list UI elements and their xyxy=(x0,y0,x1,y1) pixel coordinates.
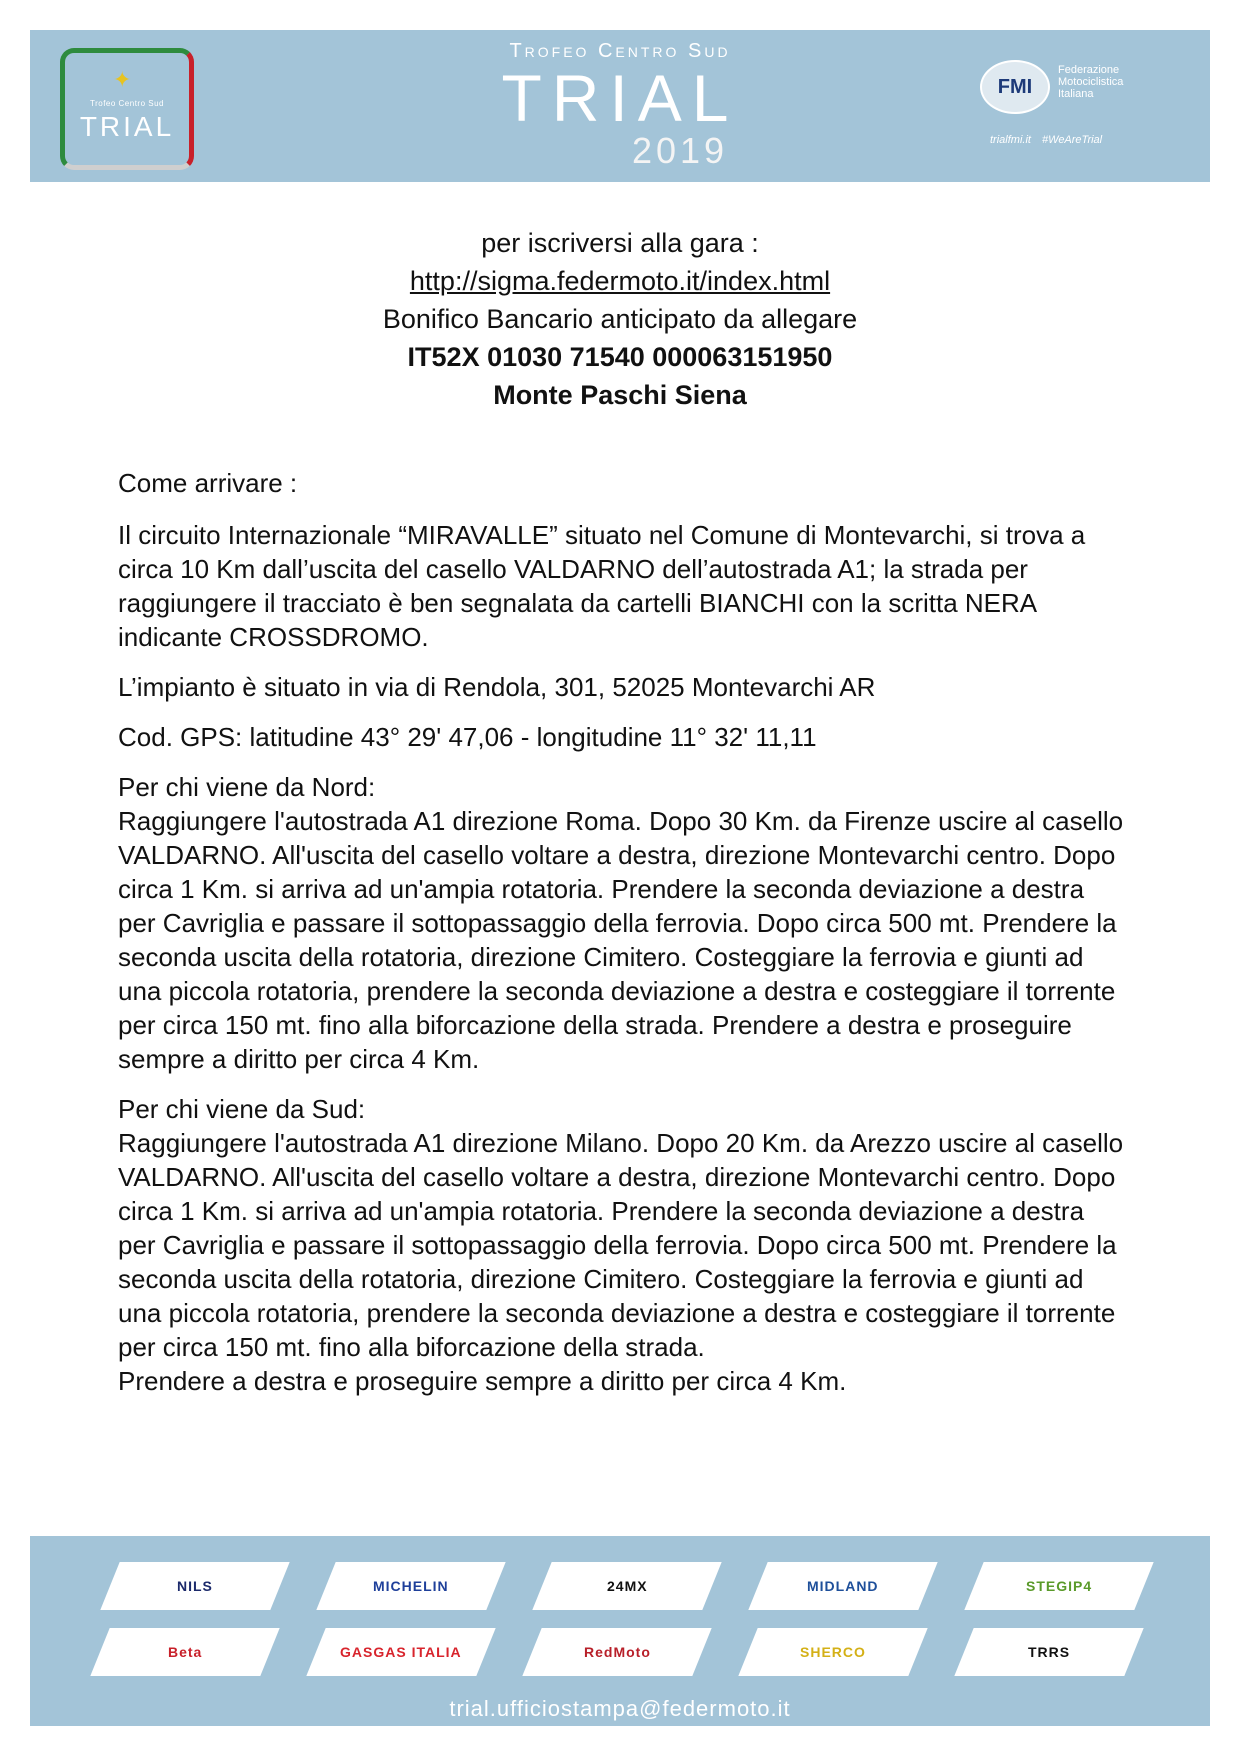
north-heading: Per chi viene da Nord: xyxy=(118,772,376,802)
iban: IT52X 01030 71540 000063151950 xyxy=(407,342,833,372)
sponsor-label: SHERCO xyxy=(800,1644,866,1660)
north-directions: Raggiungere l'autostrada A1 direzione Roma. Dopo 30 Km. da Firenze uscire al casello VALDARNO. All'uscita del casello voltare a destra, direzione Montevarchi centro. Dopo circa 1 Km. si arriva ad un'ampia rotatoria. Prendere la seconda deviazione a destra per Cavriglia e passare il sottopassaggio della ferrovia. Dopo circa 500 mt. Prendere la seconda uscita della rotatoria, direzione Cimitero. Costeggiare la ferrovia e giunti ad una piccola rotatoria, prendere la seconda deviazione a destra e costeggiare il torrente per circa 150 mt. fino alla biforcazione della strada. Prendere a destra e proseguire sempre a diritto per circa 4 Km. xyxy=(118,806,1124,1074)
sponsor-logo xyxy=(522,1628,711,1676)
directions xyxy=(118,466,1128,1398)
registration-info xyxy=(0,224,1240,414)
south-directions-last: Prendere a destra e proseguire sempre a diritto per circa 4 Km. xyxy=(118,1366,847,1396)
bank-transfer-note: Bonifico Bancario anticipato da allegare xyxy=(382,304,858,334)
trofeo-logo xyxy=(60,48,194,170)
sponsor-logo xyxy=(954,1628,1143,1676)
south-directions: Raggiungere l'autostrada A1 direzione Milano. Dopo 20 Km. da Arezzo uscire al casello VALDARNO. All'uscita del casello voltare a destra, direzione Montevarchi centro. Dopo circa 1 Km. si arriva ad un'ampia rotatoria. Prendere la seconda deviazione a destra per Cavriglia e passare il sottopassaggio della ferrovia. Dopo circa 500 mt. Prendere la seconda uscita della rotatoria, direzione Cimitero. Costeggiare la ferrovia e giunti ad una piccola rotatoria, prendere la seconda deviazione a destra e costeggiare il torrente per circa 150 mt. fino alla biforcazione della strada. xyxy=(118,1128,1124,1362)
banner-title xyxy=(390,40,850,169)
sponsor-label: MICHELIN xyxy=(373,1578,449,1594)
sponsor-label: RedMoto xyxy=(583,1644,651,1660)
sponsor-logo xyxy=(964,1562,1153,1610)
address: L’impianto è situato in via di Rendola, 301, 52025 Montevarchi AR xyxy=(118,672,876,702)
sponsor-label: Beta xyxy=(167,1644,203,1660)
title-main: TRIAL xyxy=(501,61,739,135)
circuit-intro: Il circuito Internazionale “MIRAVALLE” situato nel Comune di Montevarchi, si trova a circa 10 Km dall’uscita del casello VALDARNO dell’autostrada A1; la strada per raggiungere il tracciato è ben segnalata da cartelli BIANCHI con la scritta NERA indicante CROSSDROMO. xyxy=(118,520,1086,652)
eagle-icon: ✦ xyxy=(113,67,132,92)
sponsor-logo xyxy=(738,1628,927,1676)
fmi-emblem-icon: FMI xyxy=(980,60,1050,114)
fmi-name-line: Italiana xyxy=(1058,88,1094,100)
south-heading: Per chi viene da Sud: xyxy=(118,1094,366,1124)
directions-heading: Come arrivare : xyxy=(118,468,298,498)
sponsor-label: 24MX xyxy=(606,1578,648,1594)
sponsor-logo xyxy=(90,1628,279,1676)
title-year: 2019 xyxy=(631,130,729,171)
bank-name: Monte Paschi Siena xyxy=(493,380,747,410)
registration-intro: per iscriversi alla gara : xyxy=(481,228,759,258)
sponsor-label: MIDLAND xyxy=(807,1578,879,1594)
press-office-email[interactable]: trial.ufficiostampa@federmoto.it xyxy=(449,1696,791,1721)
header-banner xyxy=(30,30,1210,182)
sponsor-footer xyxy=(30,1536,1210,1726)
gps-coordinates: Cod. GPS: latitudine 43° 29' 47,06 - longitudine 11° 32' 11,11 xyxy=(118,722,817,752)
fmi-logo xyxy=(980,52,1180,162)
logo-subtitle: Trofeo Centro Sud xyxy=(89,99,164,108)
sponsor-logo xyxy=(100,1562,289,1610)
title-top: Trofeo Centro Sud xyxy=(509,40,731,62)
sponsor-logo xyxy=(532,1562,721,1610)
sponsor-label: GASGAS ITALIA xyxy=(340,1644,462,1660)
logo-trial: TRIAL xyxy=(79,111,175,142)
fmi-links xyxy=(990,134,1102,146)
fmi-website[interactable]: trialfmi.it xyxy=(990,134,1031,146)
sponsor-label: STEGIP4 xyxy=(1025,1578,1093,1594)
fmi-hashtag: #WeAreTrial xyxy=(1042,134,1103,146)
fmi-name-line: Motociclistica xyxy=(1058,76,1124,88)
sponsor-logo xyxy=(306,1628,495,1676)
sponsor-logo xyxy=(748,1562,937,1610)
sponsor-logo xyxy=(316,1562,505,1610)
registration-link[interactable]: http://sigma.federmoto.it/index.html xyxy=(409,266,831,296)
sponsor-label: NILS xyxy=(177,1578,213,1594)
fmi-name xyxy=(1058,64,1123,100)
sponsor-label: TRRS xyxy=(1027,1644,1071,1660)
fmi-name-line: Federazione xyxy=(1058,64,1120,76)
